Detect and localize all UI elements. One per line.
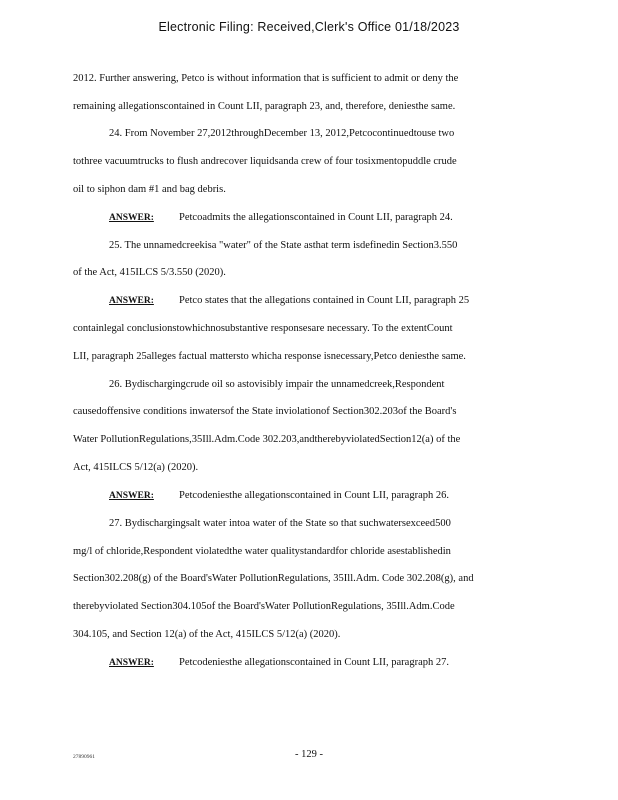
page-number: - 129 - [295, 749, 323, 760]
body-line: of the Act, 415ILCS 5/3.550 (2020). [73, 267, 226, 278]
body-line: 24. From November 27,2012throughDecember 13, 2012,Petcocontinuedtouse two [109, 128, 455, 139]
answer-label: ANSWER: [109, 296, 154, 306]
answer-label: ANSWER: [109, 658, 154, 668]
answer-label: ANSWER: [109, 491, 154, 501]
body-line: Act, 415ILCS 5/12(a) (2020). [73, 462, 199, 473]
answer-text: Petcoadmits the allegationscontained in Count LII, paragraph 24. [179, 212, 453, 223]
document-id: 27890961 [73, 754, 95, 760]
body-line: 304.105, and Section 12(a) of the Act, 415ILCS 5/12(a) (2020). [73, 629, 341, 640]
answer-line [109, 490, 449, 502]
body-line: Water PollutionRegulations,35Ill.Adm.Code 302.203,andtherebyviolatedSection12(a) of the [73, 434, 461, 445]
body-line: therebyviolated Section304.105of the Board'sWater PollutionRegulations, 35Ill.Adm.Code [73, 601, 455, 612]
body-line: causedoffensive conditions inwatersof the State inviolationof Section302.203of the Board's [73, 406, 457, 417]
answer-text: Petcodeniesthe allegationscontained in Count LII, paragraph 27. [179, 657, 450, 668]
answer-line [109, 657, 449, 669]
body-line: 26. Bydischargingcrude oil so astovisibly impair the unnamedcreek,Respondent [109, 379, 445, 390]
body-line: tothree vacuumtrucks to flush andrecover liquidsanda crew of four tosixmentopuddle crude [73, 156, 457, 167]
body-line: oil to siphon dam #1 and bag debris. [73, 184, 226, 195]
answer-text: Petcodeniesthe allegationscontained in Count LII, paragraph 26. [179, 490, 450, 501]
body-line: 27. Bydischargingsalt water intoa water of the State so that suchwatersexceed500 [109, 518, 451, 529]
body-line: containlegal conclusionstowhichnosubstantive responsesare necessary. To the extentCount [73, 323, 453, 334]
answer-line [109, 212, 453, 224]
body-line: mg/l of chloride,Respondent violatedthe water qualitystandardfor chloride asestablishedin [73, 546, 451, 557]
answer-text: Petco states that the allegations contained in Count LII, paragraph 25 [179, 295, 470, 306]
body-line: 2012. Further answering, Petco is without information that is sufficient to admit or deny the [73, 73, 459, 84]
answer-label: ANSWER: [109, 213, 154, 223]
body-line: 25. The unnamedcreekisa "water" of the State asthat term isdefinedin Section3.550 [109, 240, 458, 251]
body-line: LII, paragraph 25alleges factual mattersto whicha response isnecessary,Petco deniesthe same. [73, 351, 466, 362]
answer-line [109, 295, 469, 307]
body-line: remaining allegationscontained in Count LII, paragraph 23, and, therefore, deniesthe same. [73, 101, 456, 112]
filing-stamp-header: Electronic Filing: Received,Clerk's Office 01/18/2023 [158, 20, 460, 34]
body-line: Section302.208(g) of the Board'sWater PollutionRegulations, 35Ill.Adm. Code 302.208(g), and [73, 573, 474, 584]
